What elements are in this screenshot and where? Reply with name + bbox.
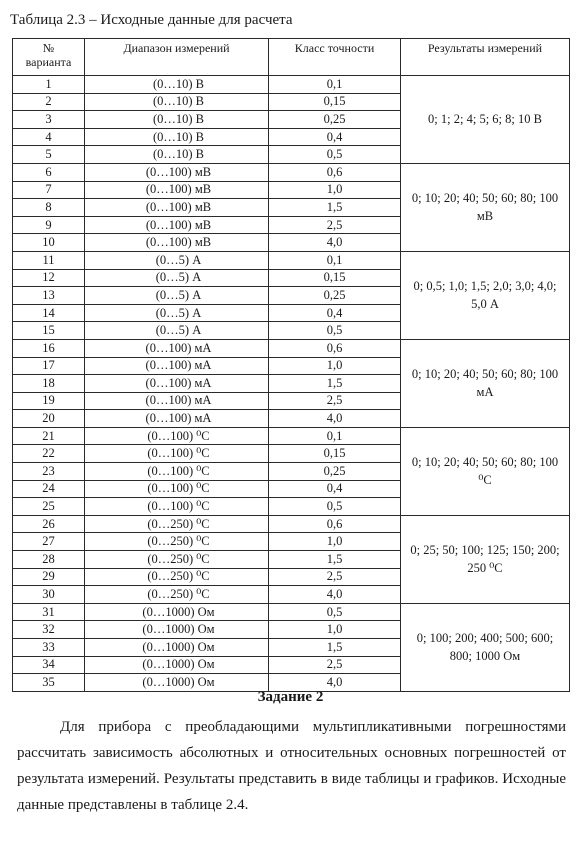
cell-range: (0…10) В xyxy=(85,146,269,164)
cell-variant-number: 21 xyxy=(13,427,85,445)
cell-results: 0; 10; 20; 40; 50; 60; 80; 100 ⁰С xyxy=(401,427,570,515)
cell-results: 0; 10; 20; 40; 50; 60; 80; 100 мВ xyxy=(401,163,570,251)
table-row xyxy=(13,76,570,94)
header-accuracy-class: Класс точности xyxy=(269,39,401,76)
header-range: Диапазон измерений xyxy=(85,39,269,76)
cell-variant-number: 2 xyxy=(13,93,85,111)
cell-range: (0…5) А xyxy=(85,322,269,340)
task-text: Для прибора с преобладающими мультипликативными погрешностями рассчитать зависимость абсолютных и относительных основных погрешностей от результата измерений. Результаты представить в виде таблицы и графиков. Исходные данные представлены в таблице 2.4. xyxy=(17,719,566,813)
cell-variant-number: 12 xyxy=(13,269,85,287)
cell-accuracy-class: 0,6 xyxy=(269,515,401,533)
cell-results: 0; 1; 2; 4; 5; 6; 8; 10 В xyxy=(401,76,570,164)
cell-variant-number: 6 xyxy=(13,163,85,181)
cell-accuracy-class: 0,25 xyxy=(269,463,401,481)
cell-accuracy-class: 0,1 xyxy=(269,251,401,269)
table-body xyxy=(13,76,570,692)
cell-range: (0…100) ⁰С xyxy=(85,445,269,463)
cell-accuracy-class: 0,15 xyxy=(269,93,401,111)
cell-accuracy-class: 1,5 xyxy=(269,199,401,217)
cell-variant-number: 1 xyxy=(13,76,85,94)
cell-accuracy-class: 1,0 xyxy=(269,181,401,199)
cell-variant-number: 22 xyxy=(13,445,85,463)
cell-variant-number: 25 xyxy=(13,498,85,516)
cell-range: (0…100) ⁰С xyxy=(85,463,269,481)
cell-variant-number: 20 xyxy=(13,410,85,428)
cell-accuracy-class: 0,6 xyxy=(269,339,401,357)
cell-variant-number: 8 xyxy=(13,199,85,217)
cell-variant-number: 3 xyxy=(13,111,85,129)
cell-accuracy-class: 0,6 xyxy=(269,163,401,181)
cell-variant-number: 19 xyxy=(13,392,85,410)
cell-range: (0…100) мВ xyxy=(85,234,269,252)
cell-variant-number: 26 xyxy=(13,515,85,533)
cell-accuracy-class: 0,4 xyxy=(269,304,401,322)
table-header-row xyxy=(13,39,570,76)
cell-range: (0…10) В xyxy=(85,76,269,94)
cell-range: (0…250) ⁰С xyxy=(85,515,269,533)
cell-range: (0…1000) Ом xyxy=(85,656,269,674)
cell-results: 0; 25; 50; 100; 125; 150; 200; 250 ⁰С xyxy=(401,515,570,603)
cell-range: (0…1000) Ом xyxy=(85,621,269,639)
cell-range: (0…250) ⁰С xyxy=(85,533,269,551)
cell-range: (0…100) мВ xyxy=(85,163,269,181)
cell-range: (0…100) мА xyxy=(85,339,269,357)
table-row xyxy=(13,515,570,533)
cell-range: (0…100) мА xyxy=(85,410,269,428)
table-row xyxy=(13,603,570,621)
cell-variant-number: 5 xyxy=(13,146,85,164)
cell-accuracy-class: 0,5 xyxy=(269,603,401,621)
cell-range: (0…10) В xyxy=(85,128,269,146)
task-title: Задание 2 xyxy=(257,689,324,705)
cell-accuracy-class: 0,5 xyxy=(269,498,401,516)
cell-accuracy-class: 4,0 xyxy=(269,674,401,692)
cell-range: (0…5) А xyxy=(85,269,269,287)
cell-results: 0; 0,5; 1,0; 1,5; 2,0; 3,0; 4,0; 5,0 А xyxy=(401,251,570,339)
cell-range: (0…100) мА xyxy=(85,357,269,375)
table-row xyxy=(13,251,570,269)
cell-variant-number: 35 xyxy=(13,674,85,692)
cell-variant-number: 31 xyxy=(13,603,85,621)
cell-accuracy-class: 1,5 xyxy=(269,375,401,393)
cell-range: (0…1000) Ом xyxy=(85,603,269,621)
cell-range: (0…100) мВ xyxy=(85,216,269,234)
cell-range: (0…1000) Ом xyxy=(85,639,269,657)
cell-range: (0…250) ⁰С xyxy=(85,586,269,604)
cell-variant-number: 4 xyxy=(13,128,85,146)
cell-accuracy-class: 0,4 xyxy=(269,480,401,498)
cell-accuracy-class: 2,5 xyxy=(269,216,401,234)
cell-accuracy-class: 4,0 xyxy=(269,410,401,428)
cell-accuracy-class: 0,5 xyxy=(269,322,401,340)
cell-accuracy-class: 0,4 xyxy=(269,128,401,146)
cell-accuracy-class: 2,5 xyxy=(269,392,401,410)
cell-results: 0; 10; 20; 40; 50; 60; 80; 100 мА xyxy=(401,339,570,427)
table-caption: Таблица 2.3 – Исходные данные для расчета xyxy=(10,12,293,28)
cell-variant-number: 14 xyxy=(13,304,85,322)
cell-accuracy-class: 4,0 xyxy=(269,234,401,252)
cell-range: (0…1000) Ом xyxy=(85,674,269,692)
cell-range: (0…100) мА xyxy=(85,375,269,393)
cell-variant-number: 13 xyxy=(13,287,85,305)
cell-variant-number: 17 xyxy=(13,357,85,375)
cell-accuracy-class: 1,5 xyxy=(269,639,401,657)
cell-accuracy-class: 2,5 xyxy=(269,568,401,586)
header-results: Результаты измерений xyxy=(401,39,570,76)
source-data-table xyxy=(12,38,570,692)
cell-accuracy-class: 4,0 xyxy=(269,586,401,604)
cell-variant-number: 18 xyxy=(13,375,85,393)
cell-accuracy-class: 0,1 xyxy=(269,427,401,445)
cell-range: (0…5) А xyxy=(85,287,269,305)
cell-range: (0…100) мВ xyxy=(85,181,269,199)
header-variant-label: варианта xyxy=(25,55,72,69)
cell-accuracy-class: 0,15 xyxy=(269,445,401,463)
cell-accuracy-class: 0,15 xyxy=(269,269,401,287)
cell-range: (0…10) В xyxy=(85,111,269,129)
cell-range: (0…250) ⁰С xyxy=(85,551,269,569)
cell-results: 0; 100; 200; 400; 500; 600; 800; 1000 Ом xyxy=(401,603,570,691)
table-row xyxy=(13,427,570,445)
cell-range: (0…100) ⁰С xyxy=(85,480,269,498)
cell-accuracy-class: 2,5 xyxy=(269,656,401,674)
cell-accuracy-class: 1,0 xyxy=(269,357,401,375)
cell-variant-number: 28 xyxy=(13,551,85,569)
cell-range: (0…5) А xyxy=(85,304,269,322)
cell-accuracy-class: 0,1 xyxy=(269,76,401,94)
cell-variant-number: 32 xyxy=(13,621,85,639)
cell-range: (0…100) ⁰С xyxy=(85,498,269,516)
cell-variant-number: 29 xyxy=(13,568,85,586)
cell-accuracy-class: 0,25 xyxy=(269,111,401,129)
cell-accuracy-class: 1,0 xyxy=(269,621,401,639)
cell-variant-number: 10 xyxy=(13,234,85,252)
cell-variant-number: 9 xyxy=(13,216,85,234)
cell-variant-number: 11 xyxy=(13,251,85,269)
cell-accuracy-class: 0,5 xyxy=(269,146,401,164)
cell-variant-number: 24 xyxy=(13,480,85,498)
cell-variant-number: 7 xyxy=(13,181,85,199)
cell-range: (0…100) мА xyxy=(85,392,269,410)
header-number-sign: № xyxy=(42,41,55,55)
cell-accuracy-class: 1,0 xyxy=(269,533,401,551)
cell-variant-number: 34 xyxy=(13,656,85,674)
cell-variant-number: 15 xyxy=(13,322,85,340)
cell-range: (0…100) мВ xyxy=(85,199,269,217)
cell-range: (0…10) В xyxy=(85,93,269,111)
cell-range: (0…5) А xyxy=(85,251,269,269)
cell-variant-number: 27 xyxy=(13,533,85,551)
cell-variant-number: 16 xyxy=(13,339,85,357)
table-row xyxy=(13,163,570,181)
cell-variant-number: 30 xyxy=(13,586,85,604)
cell-range: (0…250) ⁰С xyxy=(85,568,269,586)
table-row xyxy=(13,339,570,357)
cell-accuracy-class: 1,5 xyxy=(269,551,401,569)
cell-accuracy-class: 0,25 xyxy=(269,287,401,305)
cell-variant-number: 33 xyxy=(13,639,85,657)
cell-range: (0…100) ⁰С xyxy=(85,427,269,445)
header-variant-number xyxy=(13,39,85,76)
cell-variant-number: 23 xyxy=(13,463,85,481)
